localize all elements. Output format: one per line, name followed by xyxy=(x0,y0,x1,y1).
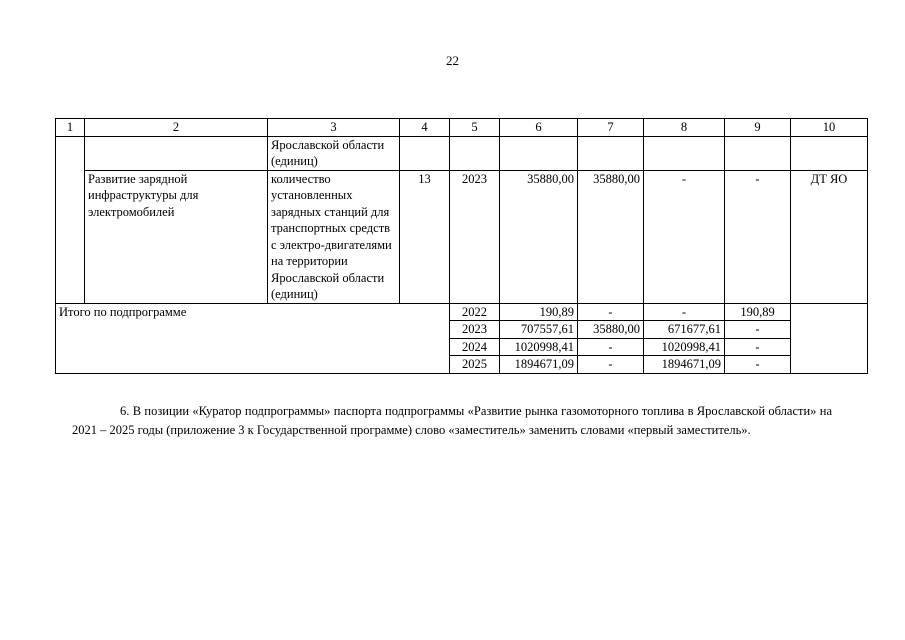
total-cell: 707557,61 xyxy=(500,321,578,339)
empty-cell xyxy=(500,136,578,170)
total-cell: 35880,00 xyxy=(500,170,578,303)
header-cell: 8 xyxy=(644,119,725,137)
row-number-cell xyxy=(56,136,85,303)
year-cell: 2022 xyxy=(450,303,500,321)
header-cell: 2 xyxy=(85,119,268,137)
page-number: 22 xyxy=(446,53,459,68)
total-label: Итого по подпрограмме xyxy=(56,303,450,373)
empty-cell xyxy=(400,136,450,170)
federal-cell: 35880,00 xyxy=(578,170,644,303)
header-cell: 6 xyxy=(500,119,578,137)
regional-cell: 671677,61 xyxy=(644,321,725,339)
federal-cell: - xyxy=(578,338,644,356)
other-cell: - xyxy=(725,170,791,303)
regional-cell: - xyxy=(644,170,725,303)
regional-cell: 1020998,41 xyxy=(644,338,725,356)
empty-cell xyxy=(450,136,500,170)
total-cell: 1020998,41 xyxy=(500,338,578,356)
header-cell: 5 xyxy=(450,119,500,137)
year-cell: 2024 xyxy=(450,338,500,356)
executor-cell xyxy=(791,303,868,373)
total-cell: 190,89 xyxy=(500,303,578,321)
header-cell: 3 xyxy=(268,119,400,137)
other-cell: 190,89 xyxy=(725,303,791,321)
subprogram-table xyxy=(55,118,868,374)
continued-row xyxy=(56,136,868,170)
amendment-paragraph xyxy=(72,402,832,440)
regional-cell: 1894671,09 xyxy=(644,356,725,374)
other-cell: - xyxy=(725,356,791,374)
header-cell: 10 xyxy=(791,119,868,137)
empty-cell xyxy=(644,136,725,170)
empty-cell xyxy=(85,136,268,170)
year-cell: 2025 xyxy=(450,356,500,374)
indicator-value: 13 xyxy=(400,170,450,303)
year-cell: 2023 xyxy=(450,321,500,339)
federal-cell: - xyxy=(578,303,644,321)
other-cell: - xyxy=(725,338,791,356)
empty-cell xyxy=(725,136,791,170)
executor-cell: ДТ ЯО xyxy=(791,170,868,303)
empty-cell xyxy=(578,136,644,170)
charging-row xyxy=(56,170,868,303)
total-cell: 1894671,09 xyxy=(500,356,578,374)
column-number-row xyxy=(56,119,868,137)
header-cell: 1 xyxy=(56,119,85,137)
total-row xyxy=(56,303,868,321)
year-cell: 2023 xyxy=(450,170,500,303)
federal-cell: - xyxy=(578,356,644,374)
regional-cell: - xyxy=(644,303,725,321)
indicator-text: количество установленных зарядных станций для транспортных средств с электро-двигателями на территории Ярославской области (единиц) xyxy=(268,170,400,303)
header-cell: 7 xyxy=(578,119,644,137)
measure-name: Развитие зарядной инфраструктуры для электромобилей xyxy=(85,170,268,303)
header-cell: 4 xyxy=(400,119,450,137)
indicator-continued: Ярославской области (единиц) xyxy=(268,136,400,170)
header-cell: 9 xyxy=(725,119,791,137)
paragraph-text: 6. В позиции «Куратор подпрограммы» паспорта подпрограммы «Развитие рынка газомоторного топлива в Ярославской области» на 2021 – 2025 годы (приложение 3 к Государственной программе) слово «заместитель» заменить словами «первый заместитель». xyxy=(72,404,832,437)
federal-cell: 35880,00 xyxy=(578,321,644,339)
other-cell: - xyxy=(725,321,791,339)
empty-cell xyxy=(791,136,868,170)
